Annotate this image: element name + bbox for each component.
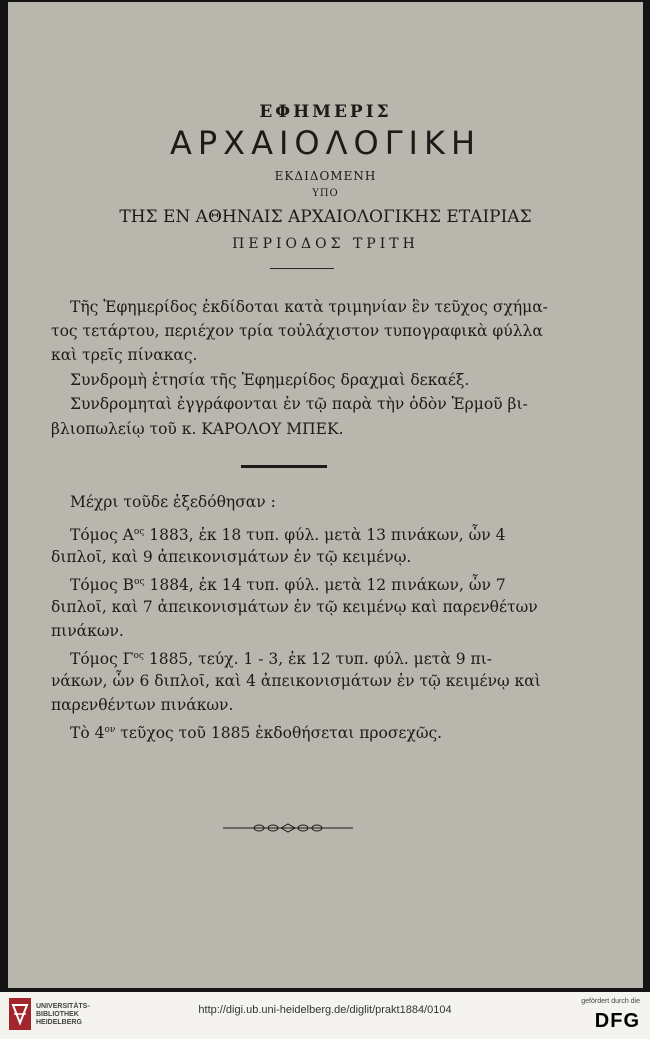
library-line: BIBLIOTHEK — [36, 1011, 79, 1018]
header-divider — [270, 268, 334, 269]
ordinal: ος — [133, 651, 144, 661]
volume-label: Τόμος Α — [70, 526, 134, 545]
document-page — [8, 2, 643, 988]
volume-continuation: διπλοῖ, καὶ 7 ἀπεικονισμάτων ἐν τῷ κειμένῳ καὶ παρενθέτων — [51, 598, 538, 616]
volume-continuation: παρενθέντων πινάκων. — [51, 696, 234, 714]
volume-text: 1883, ἐκ 18 τυπ. φύλ. μετὰ 13 πινάκων, ὧν 4 — [144, 526, 506, 545]
intro-line: βλιοπωλείῳ τοῦ κ. ΚΑΡΟΛΟΥ ΜΠΕΚ. — [51, 420, 344, 438]
volume-continuation: πινάκων. — [51, 622, 124, 640]
library-line: HEIDELBERG — [36, 1019, 82, 1026]
intro-line: καὶ τρεῖς πίνακας. — [51, 346, 198, 364]
volume-text: 1884, ἐκ 14 τυπ. φύλ. μετὰ 12 πινάκων, ὧν 7 — [144, 576, 506, 595]
library-line: UNIVERSITÄTS- — [36, 1003, 90, 1010]
journal-title-main: ΑΡΧΑΙΟΛΟΓΙΚΗ — [169, 124, 481, 162]
ordinal: ος — [133, 527, 145, 537]
next-issue-note — [70, 718, 442, 746]
society-name: ΤΗΣ ΕΝ ΑΘΗΝΑΙΣ ΑΡΧΑΙΟΛΟΓΙΚΗΣ ΕΤΑΙΡΙΑΣ — [119, 207, 532, 227]
intro-line: Συνδρομὴ ἐτησία τῆς Ἐφημερίδος δραχμαὶ δεκαέξ. — [70, 371, 470, 389]
published-label: ΕΚΔΙΔΟΜΕΝΗ — [274, 169, 377, 183]
funding-note: gefördert durch die — [581, 998, 640, 1005]
volume-continuation: διπλοῖ, καὶ 9 ἀπεικονισμάτων ἐν τῷ κειμένῳ. — [51, 548, 412, 566]
volume-label: Τόμος Β — [70, 576, 135, 595]
ordinal: ον — [104, 725, 116, 735]
next-text: τεῦχος τοῦ 1885 ἐκδοθήσεται προσεχῶς. — [115, 724, 443, 743]
period-label: ΠΕΡΙΟΔΟΣ ΤΡΙΤΗ — [232, 236, 419, 252]
intro-line: Τῆς Ἐφημερίδος ἐκδίδοται κατὰ τριμηνίαν ἓν τεῦχος σχήμα- — [70, 298, 548, 316]
volume-continuation: νάκων, ὧν 6 διπλοῖ, καὶ 4 ἀπεικονισμάτων ἐν τῷ κειμένῳ καὶ — [51, 672, 541, 690]
permalink[interactable]: http://digi.ub.uni-heidelberg.de/diglit/prakt1884/0104 — [198, 1004, 452, 1016]
journal-title-top: ΕΦΗΜΕΡΙΣ — [259, 102, 392, 122]
by-label: ΥΠΟ — [312, 188, 339, 199]
dfg-logo: DFG — [594, 1010, 640, 1032]
next-label: Τὸ 4 — [70, 724, 105, 743]
ordinal: ος — [134, 577, 145, 587]
volume-entry — [70, 644, 492, 672]
published-heading: Μέχρι τοῦδε ἐξεδόθησαν : — [70, 493, 276, 511]
intro-line: Συνδρομηταὶ ἐγγράφονται ἐν τῷ παρὰ τὴν ὁδὸν Ἑρμοῦ βι- — [70, 395, 528, 413]
volume-entry — [70, 570, 506, 598]
section-divider — [241, 465, 327, 468]
volume-label: Τόμος Γ — [70, 650, 134, 669]
volume-text: 1885, τεύχ. 1 - 3, ἐκ 12 τυπ. φύλ. μετὰ 9 πι- — [143, 650, 493, 669]
volume-entry — [70, 520, 506, 548]
ornament-divider-icon — [223, 822, 353, 834]
intro-line: τος τετάρτου, περιέχον τρία τοὐλάχιστον τυπογραφικὰ φύλλα — [51, 322, 543, 340]
